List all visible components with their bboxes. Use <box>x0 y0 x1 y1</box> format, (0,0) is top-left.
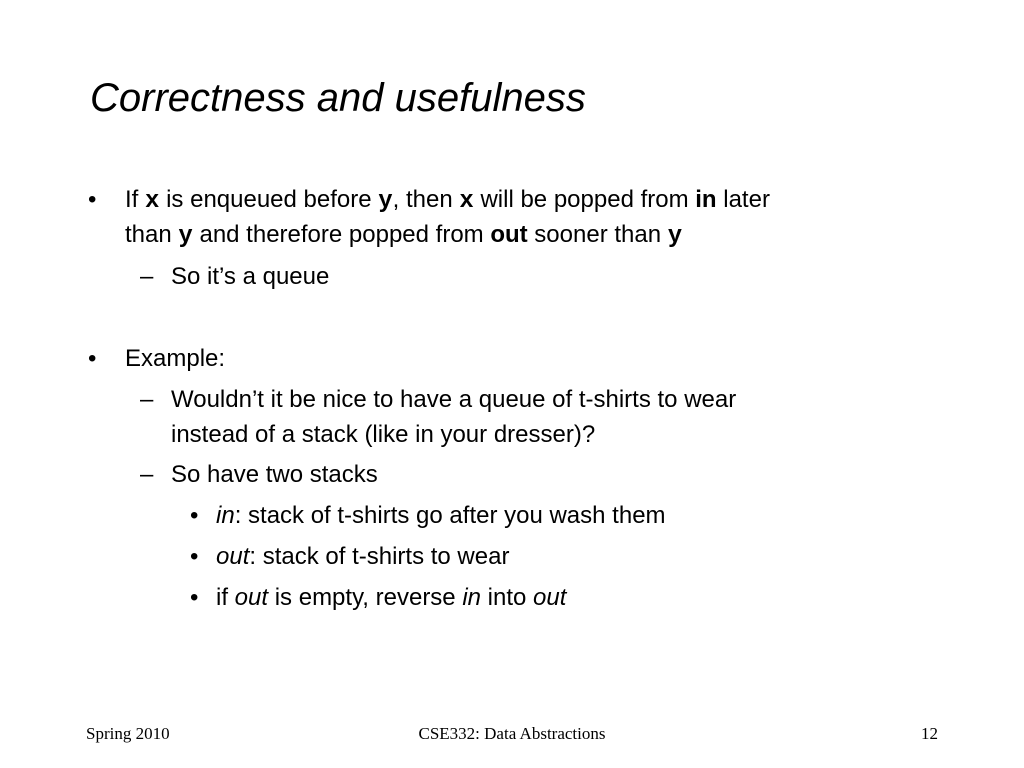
code-x: x <box>145 188 160 215</box>
footer-page-number: 12 <box>921 724 938 743</box>
dash-icon: – <box>140 386 154 413</box>
code-y: y <box>378 188 393 215</box>
sub-sub-bullet-text: out: stack of t-shirts to wear <box>216 543 510 570</box>
sub-sub-bullet-text: if out is empty, reverse in into out <box>216 584 567 611</box>
bullet-icon: • <box>190 543 199 570</box>
sub-bullet-text: instead of a stack (like in your dresser)? <box>171 421 596 448</box>
bullet-text-line: If x is enqueued before y, then x will be popped from in later <box>125 186 770 215</box>
bullet-text: Example: <box>125 345 226 372</box>
bullet-icon: • <box>190 584 199 611</box>
sub-bullet-text: So it’s a queue <box>171 263 330 290</box>
term-out: out <box>216 543 250 570</box>
bullet-icon: • <box>88 186 97 213</box>
code-y: y <box>667 223 683 250</box>
term-in: in <box>462 584 482 611</box>
footer-course: CSE332: Data Abstractions <box>418 724 606 743</box>
bullet-text-line: than y and therefore popped from out sooner than y <box>125 221 683 250</box>
term-out: out <box>533 584 567 611</box>
term-out: out <box>234 584 269 611</box>
bullet-icon: • <box>88 345 97 372</box>
keyword-out: out <box>490 221 528 248</box>
keyword-in: in <box>695 186 717 213</box>
sub-bullet-text: Wouldn’t it be nice to have a queue of t-shirts to wear <box>171 386 737 413</box>
dash-icon: – <box>140 461 154 488</box>
sub-sub-bullet-text: in: stack of t-shirts go after you wash them <box>216 502 666 529</box>
footer-term: Spring 2010 <box>86 724 170 743</box>
code-y: y <box>178 223 193 250</box>
dash-icon: – <box>140 263 154 290</box>
code-x: x <box>459 188 474 215</box>
bullet-icon: • <box>190 502 199 529</box>
sub-bullet-text: So have two stacks <box>171 461 378 488</box>
term-in: in <box>216 502 235 529</box>
slide-title: Correctness and usefulness <box>90 76 586 120</box>
